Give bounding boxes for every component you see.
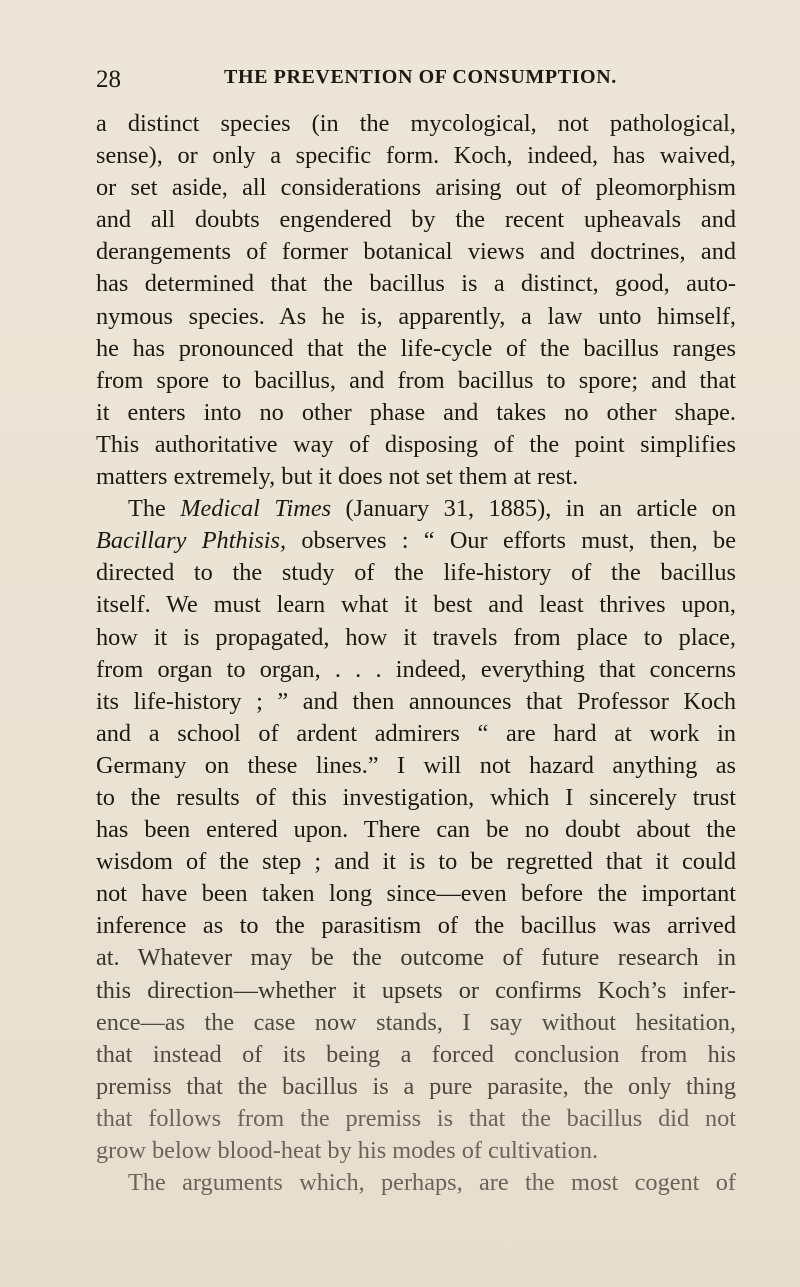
text-line: and a school of ardent admirers “ are hard at work in (96, 719, 736, 747)
text-span: (January 31, 1885), in an article on (331, 495, 736, 523)
text-line: and all doubts engendered by the recent upheavals and (96, 206, 736, 234)
text-line: ence—as the case now stands, I say without hesitation, (96, 1008, 736, 1036)
article-title: Bacillary Phthisis, (96, 527, 287, 555)
body-text (96, 108, 736, 1199)
text-line: itself. We must learn what it best and least thrives upon, (96, 591, 736, 619)
text-line: how it is propagated, how it travels from place to place, (96, 623, 736, 651)
page-number: 28 (96, 66, 121, 93)
text-line: he has pronounced that the life-cycle of the bacillus ranges (96, 334, 736, 362)
text-line: matters extremely, but it does not set them at rest. (96, 463, 579, 491)
text-line: sense), or only a specific form. Koch, indeed, has waived, (96, 142, 736, 170)
text-line: not have been taken long since—even before the important (96, 880, 736, 908)
journal-title: Medical Times (180, 495, 332, 523)
text-line (96, 525, 736, 557)
text-line: or set aside, all considerations arising out of pleomorphism (96, 174, 736, 202)
text-line: a distinct species (in the mycological, not pathological, (96, 110, 736, 137)
text-line: Germany on these lines.” I will not hazard anything as (96, 751, 736, 779)
text-line: inference as to the parasitism of the bacillus was arrived (96, 912, 736, 940)
text-line-paragraph-start: The arguments which, perhaps, are the most cogent of (128, 1169, 736, 1197)
text-line: wisdom of the step ; and it is to be regretted that it could (96, 848, 736, 876)
text-line: to the results of this investigation, which I sincerely trust (96, 783, 736, 811)
text-line: this direction—whether it upsets or confirms Koch’s infer- (96, 976, 736, 1004)
text-line: its life-history ; ” and then announces that Professor Koch (96, 687, 736, 715)
text-line: premiss that the bacillus is a pure parasite, the only thing (96, 1072, 736, 1100)
text-line: from spore to bacillus, and from bacillus to spore; and that (96, 366, 736, 394)
text-line: has been entered upon. There can be no doubt about the (96, 816, 736, 844)
text-line: that instead of its being a forced conclusion from his (96, 1040, 736, 1068)
text-line: directed to the study of the life-history of the bacillus (96, 559, 736, 587)
page-header (96, 66, 736, 96)
text-span: The (128, 495, 181, 523)
text-line: has determined that the bacillus is a distinct, good, auto- (96, 270, 736, 298)
text-span: observes : “ Our efforts must, then, be (286, 527, 736, 555)
text-line: it enters into no other phase and takes no other shape. (96, 398, 736, 426)
text-line-paragraph-start (96, 493, 736, 525)
text-line: at. Whatever may be the outcome of future research in (96, 944, 736, 972)
text-line: grow below blood-heat by his modes of cultivation. (96, 1137, 599, 1164)
text-line: derangements of former botanical views and doctrines, and (96, 238, 736, 266)
text-line: nymous species. As he is, apparently, a law unto himself, (96, 302, 736, 330)
text-line: This authoritative way of disposing of the point simplifies (96, 430, 736, 458)
text-line: that follows from the premiss is that the bacillus did not (96, 1104, 736, 1132)
running-head: THE PREVENTION OF CONSUMPTION. (224, 66, 617, 88)
text-line: from organ to organ, . . . indeed, everything that concerns (96, 655, 736, 683)
